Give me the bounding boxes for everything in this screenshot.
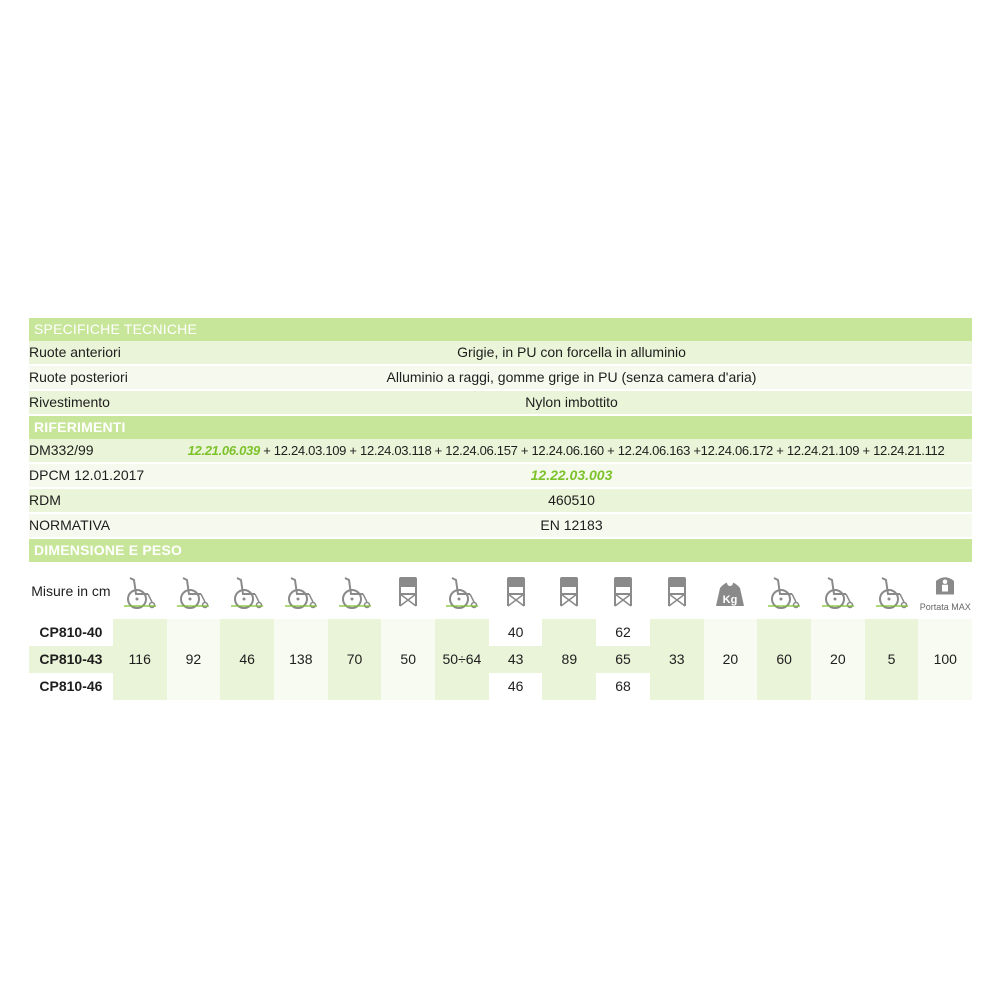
ref-row-rdm <box>29 489 972 514</box>
dimension-value: 62 <box>596 619 650 646</box>
ref-highlight-code: 12.22.03.003 <box>530 467 613 483</box>
wheelchair-length-icon <box>113 564 167 619</box>
dimension-value: 89 <box>561 651 578 667</box>
dimension-column <box>650 564 704 700</box>
ref-row-dm <box>29 439 972 464</box>
dimension-value: 68 <box>596 673 650 700</box>
wheelchair-folded-width-icon <box>542 564 596 619</box>
ref-label: NORMATIVA <box>29 517 111 533</box>
wheelchair-height-icon <box>274 564 328 619</box>
dimension-column <box>811 564 865 700</box>
wheelchair-seat-width-icon <box>489 564 543 619</box>
ref-highlight-code: 12.21.06.039 <box>187 443 260 458</box>
ref-label: DM332/99 <box>29 442 94 458</box>
dimension-column <box>328 564 382 700</box>
dimension-column <box>542 564 596 700</box>
spec-label: Ruote posteriori <box>29 369 128 385</box>
wheelchair-armrest-height-icon <box>435 564 489 619</box>
dimension-value: 20 <box>722 651 739 667</box>
dimension-column <box>274 564 328 700</box>
dimension-value: 46 <box>489 673 543 700</box>
spec-label: Rivestimento <box>29 394 110 410</box>
max-load-caption: Portata MAX <box>919 601 971 612</box>
wheelchair-folded-depth-icon <box>650 564 704 619</box>
spec-row <box>29 366 972 391</box>
dimension-column <box>489 564 543 700</box>
dimension-column <box>435 564 489 700</box>
dimension-value: 60 <box>776 651 792 667</box>
model-name: CP810-46 <box>29 673 113 700</box>
tipping-angle-icon <box>865 564 919 619</box>
dimension-value: 65 <box>596 646 650 673</box>
misure-label: Misure in cm <box>29 564 113 619</box>
dimension-value: 100 <box>933 651 957 667</box>
dimension-value: 50÷64 <box>442 651 482 667</box>
ref-row-normativa <box>29 514 972 539</box>
section-header-specifiche: SPECIFICHE TECNICHE <box>29 318 972 341</box>
ref-codes: + 12.24.03.109 + 12.24.03.118 + 12.24.06.157 + 12.24.06.160 + 12.24.06.163 +12.24.06.172 + 12.24.21.109 + 12.24.21.112 <box>259 443 945 458</box>
spec-sheet <box>29 318 972 700</box>
dimension-column <box>704 564 758 700</box>
dimension-value: 116 <box>128 651 151 667</box>
dimension-value: 5 <box>887 651 896 667</box>
dimension-column <box>918 564 972 700</box>
dimension-column <box>757 564 811 700</box>
ref-value: EN 12183 <box>540 517 603 533</box>
rear-wheel-diameter-icon <box>757 564 811 619</box>
model-name: CP810-40 <box>29 619 113 646</box>
ref-value: 460510 <box>548 492 595 508</box>
svg-text:Kg: Kg <box>723 593 738 606</box>
dimension-value: 33 <box>668 651 685 667</box>
wheelchair-total-width-icon <box>596 564 650 619</box>
spec-row <box>29 341 972 366</box>
wheelchair-seat-height-icon <box>381 564 435 619</box>
spec-label: Ruote anteriori <box>29 344 121 360</box>
dimension-value: 40 <box>489 619 543 646</box>
wheelchair-seat-depth-icon <box>220 564 274 619</box>
dimension-value: 50 <box>400 651 416 667</box>
dimension-value: 43 <box>489 646 543 673</box>
section-header-dimensioni: DIMENSIONE E PESO <box>29 539 972 562</box>
dimension-column <box>167 564 221 700</box>
spec-value: Nylon imbottito <box>525 394 618 410</box>
ref-label: RDM <box>29 492 61 508</box>
dimension-column <box>220 564 274 700</box>
dimension-value: 46 <box>239 651 255 667</box>
max-load-icon <box>918 564 972 619</box>
dimension-value: 92 <box>185 651 202 667</box>
ref-label: DPCM 12.01.2017 <box>29 467 145 483</box>
weight-kg-icon <box>704 564 758 619</box>
spec-value: Alluminio a raggi, gomme grige in PU (senza camera d'aria) <box>386 369 757 385</box>
ref-value <box>161 464 972 487</box>
front-wheel-diameter-icon <box>811 564 865 619</box>
dimension-value: 138 <box>289 651 313 667</box>
ref-value <box>161 439 972 462</box>
wheelchair-backrest-height-icon <box>328 564 382 619</box>
dimension-value: 70 <box>346 651 363 667</box>
dimension-column <box>596 564 650 700</box>
wheelchair-folded-length-icon <box>167 564 221 619</box>
dimension-column <box>381 564 435 700</box>
spec-value: Grigie, in PU con forcella in alluminio <box>457 344 686 360</box>
model-column <box>29 564 113 700</box>
spec-row <box>29 391 972 416</box>
dimension-value: 20 <box>830 651 846 667</box>
dimension-table <box>29 564 972 700</box>
section-header-riferimenti: RIFERIMENTI <box>29 416 972 439</box>
dimension-column <box>865 564 919 700</box>
model-name: CP810-43 <box>29 646 113 673</box>
ref-row-dpcm <box>29 464 972 489</box>
dimension-column <box>113 564 167 700</box>
